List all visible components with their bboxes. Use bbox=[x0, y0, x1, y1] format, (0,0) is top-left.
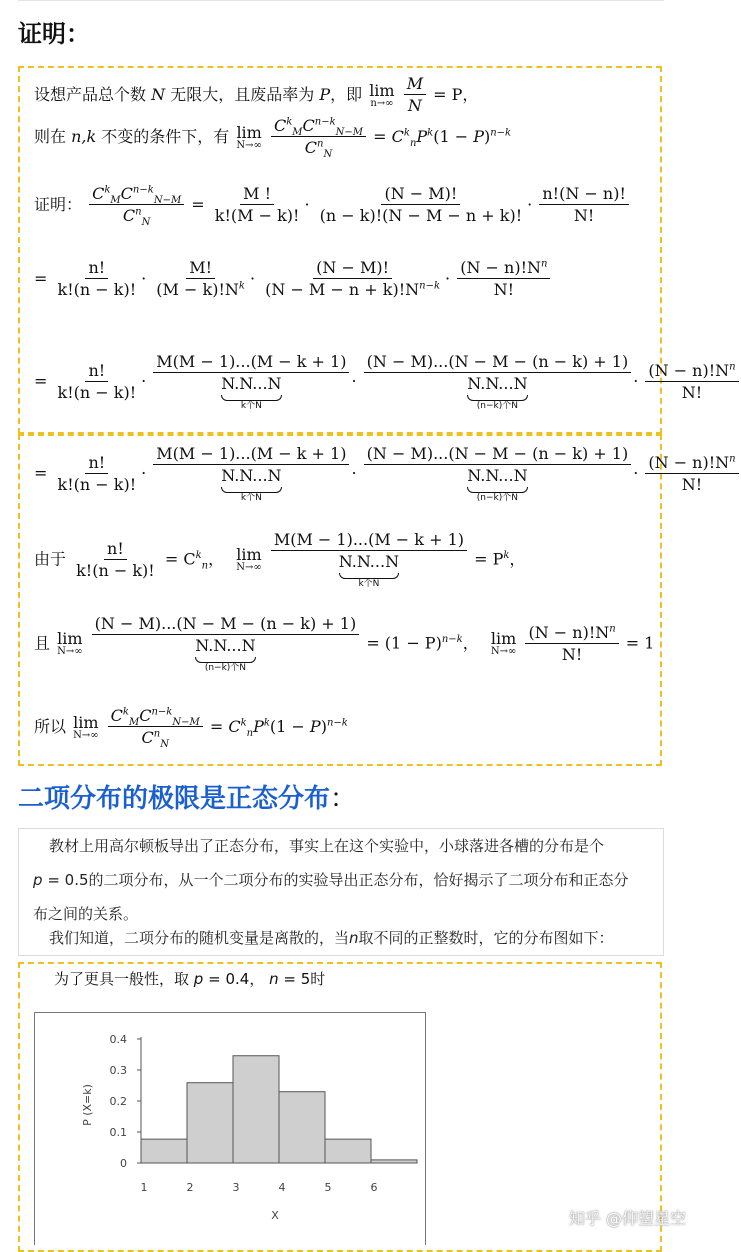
proof-step-2: = $\frac{n!}{k!(n - k)!}$ · $\frac{M!}{(M - k)!N^k}$ · $\frac{(N - M)!}{(N - M - n + k)!N^{n-k}}$ · $\frac{(N - n)!N^n}{N!}$ bbox=[34, 258, 552, 301]
bar bbox=[371, 1160, 417, 1163]
bar bbox=[279, 1092, 325, 1163]
proof-step-3: = $\frac{n!}{k!(n - k)!}$ · M(M − 1)...(M − k + 1) N.N...N k个N · (N − M)...(N − M − (n − k) + 1) N.N...N (n−k)个N · $\frac{(N - n)!N^n}{N!}$ bbox=[34, 352, 741, 412]
condition-line: 则在 n,k 不变的条件下，有 lim N→∞ $\frac{C^k_MC^{n-k}_{N-M}}{C^n_N}$ = $C^k_nP^k(1 - P)^{n-k}$ bbox=[34, 116, 512, 161]
top-divider bbox=[18, 0, 664, 1]
proof-panel-bottom bbox=[18, 434, 736, 766]
y-tick-label: 0.4 bbox=[109, 1033, 127, 1046]
y-tick-label: 0.2 bbox=[109, 1095, 127, 1108]
x-tick-label: 1 bbox=[140, 1181, 148, 1194]
y-axis-label: P (X=k) bbox=[81, 1084, 94, 1126]
bar bbox=[141, 1139, 187, 1163]
y-tick-label: 0 bbox=[120, 1157, 127, 1170]
y-tick-label: 0.3 bbox=[109, 1064, 127, 1077]
x-tick-label: 2 bbox=[186, 1181, 194, 1194]
bar bbox=[233, 1056, 279, 1163]
bar bbox=[187, 1083, 233, 1163]
y-tick-label: 0.1 bbox=[109, 1126, 127, 1139]
proof-step-1: 证明： $\frac{C^k_MC^{n-k}_{N-M}}{C^n_N}$ = $\frac{M !}{k!(M - k)!}$ · $\frac{(N - M)!}{(n - k)!(N - M - n + k)!}$ · $\frac{n!(N - n)!}{N!}$ bbox=[34, 184, 631, 227]
paragraph-line-4: 我们知道，二项分布的随机变量是离散的，当n取不同的正整数时，它的分布图如下： bbox=[49, 929, 614, 947]
x-tick-label: 4 bbox=[278, 1181, 286, 1194]
x-axis-label: X bbox=[271, 1209, 279, 1222]
x-tick-label: 5 bbox=[324, 1181, 332, 1194]
conclusion-line: 所以 lim N→∞ $\frac{C^k_MC^{n-k}_{N-M}}{C^n_N}$ = $C^k_nP^k(1 - P)^{n-k}$ bbox=[34, 706, 348, 751]
section-heading: 二项分布的极限是正态分布： bbox=[18, 783, 357, 813]
x-tick-label: 6 bbox=[370, 1181, 378, 1194]
example-line: 为了更具一般性，取 p = 0.4， n = 5时 bbox=[54, 970, 326, 988]
watermark: 知乎 @仰望星空 bbox=[568, 1209, 686, 1228]
x-tick-label: 3 bbox=[232, 1181, 240, 1194]
binomial-bar-chart bbox=[35, 1013, 425, 1245]
chart-frame bbox=[34, 1012, 426, 1245]
and-line: 且 lim N→∞ (N − M)...(N − M − (n − k) + 1) N.N...N (n−k)个N = $(1 - P)^{n-k}$， lim N→∞ $\frac{(N - n)!N^n}{N!}$ = 1 bbox=[34, 614, 655, 673]
textbook-paragraph bbox=[18, 828, 664, 956]
bar bbox=[325, 1139, 371, 1163]
paragraph-text: 教材上用高尔顿板导出了正态分布，事实上在这个实验中，小球落进各槽的分布是个 p = 0.5的二项分布，从一个二项分布的实验导出正态分布，恰好揭示了二项分布和正态分 布之间的关系。 bbox=[33, 837, 629, 923]
proof-panel-top bbox=[18, 66, 736, 434]
proof-heading: 证明： bbox=[18, 21, 90, 48]
assumption-line: 设想产品总个数 N 无限大，且废品率为 P，即 lim n→∞ $\frac{M}{N}$ = P， bbox=[34, 74, 479, 115]
because-line: 由于 $\frac{n!}{k!(n - k)!}$ = $C^k_n$， lim N→∞ M(M − 1)...(M − k + 1) N.N...N k个N = $P^k$， bbox=[34, 530, 526, 589]
proof-step-4: = $\frac{n!}{k!(n - k)!}$ · M(M − 1)...(M − k + 1) N.N...N k个N · (N − M)...(N − M − (n − k) + 1) N.N...N (n−k)个N · $\frac{(N - n)!N^n}{N!}$ bbox=[34, 444, 741, 504]
